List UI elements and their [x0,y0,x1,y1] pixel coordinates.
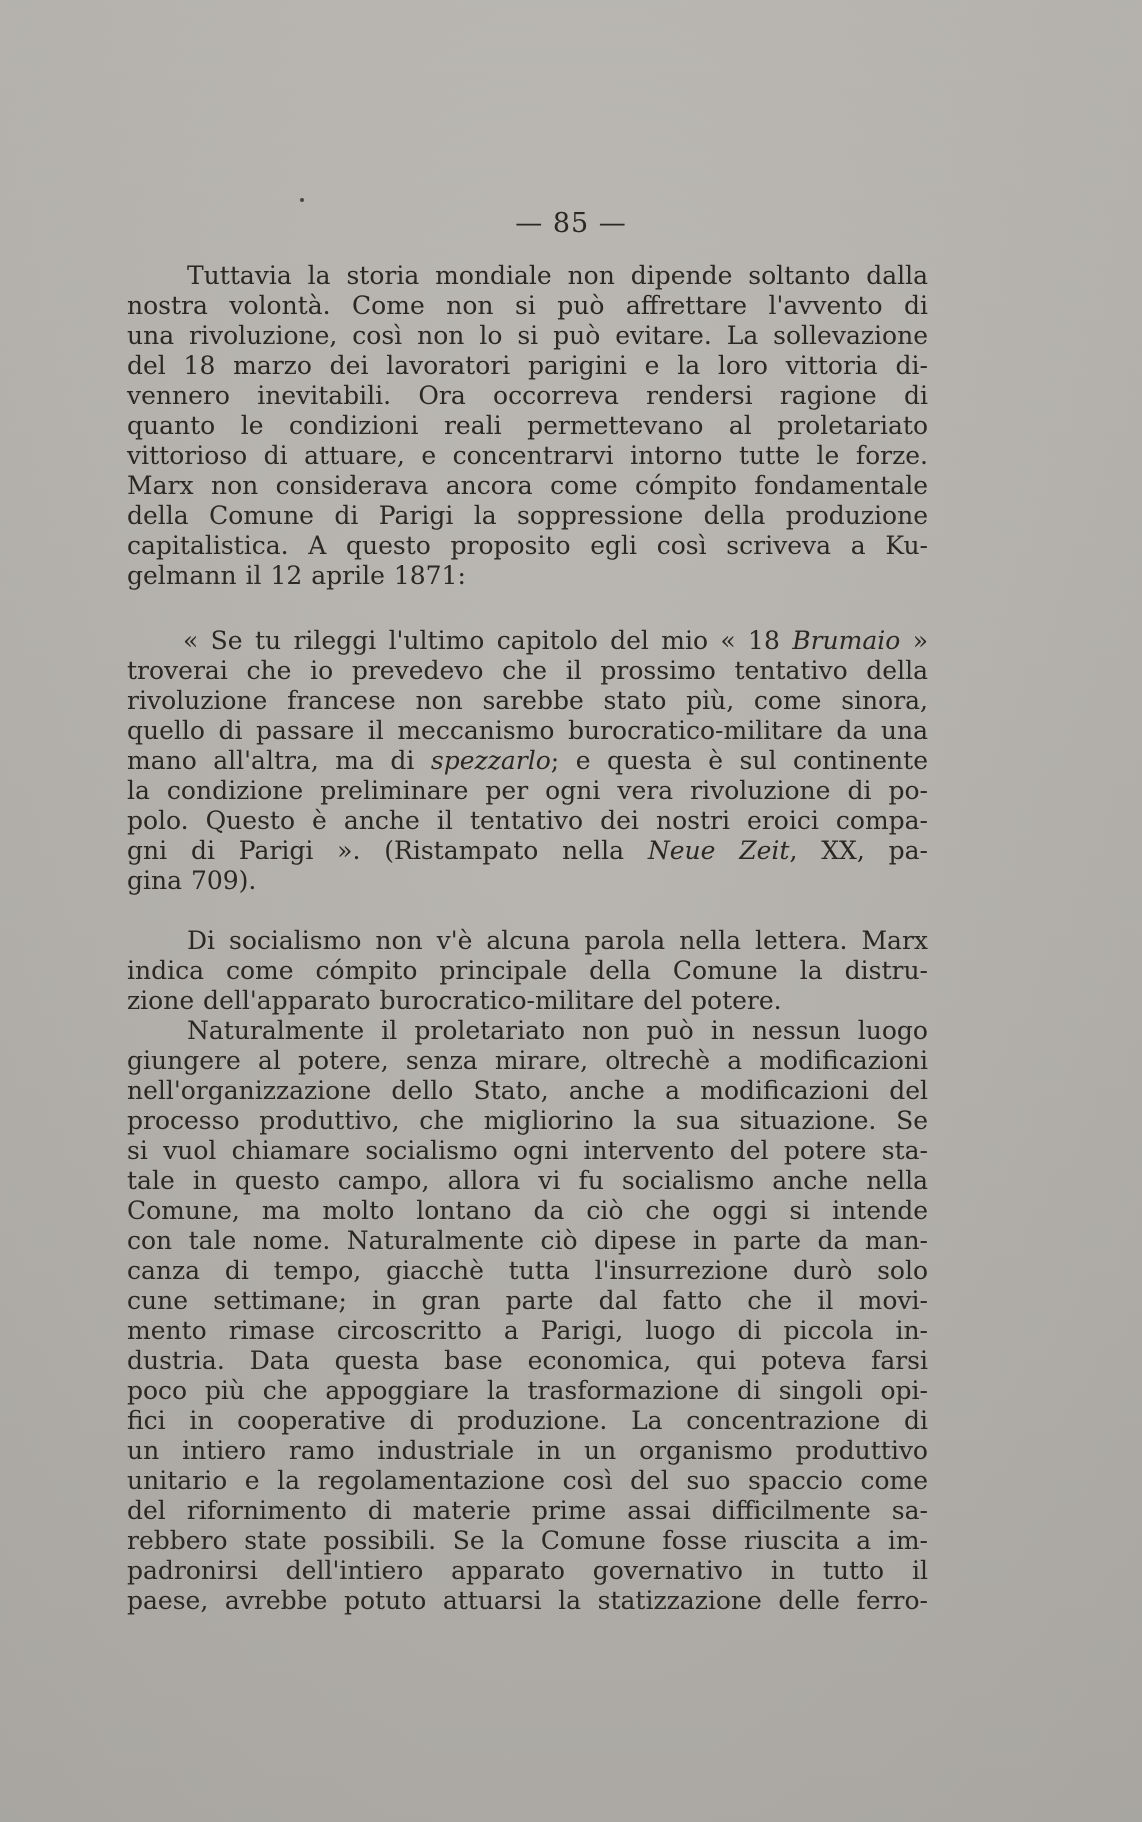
paragraph-4 [127,1016,928,1616]
text-line: della Comune di Parigi la soppressione della produzione [127,501,928,530]
text-segment: » [900,626,928,655]
text-line: canza di tempo, giacchè tutta l'insurrezione durò solo [127,1256,928,1285]
paragraph-1 [127,261,928,591]
text-line: fici in cooperative di produzione. La concentrazione di [127,1406,928,1435]
text-line: zione dell'apparato burocratico-militare del potere. [127,986,782,1015]
text-line: nell'organizzazione dello Stato, anche a modificazioni del [127,1076,928,1105]
paragraph-3 [127,926,928,1016]
text-line: Di socialismo non v'è alcuna parola nella lettera. Marx [187,926,928,955]
italic-title: Brumaio [792,626,901,655]
text-line: tale in questo campo, allora vi fu socialismo anche nella [127,1166,928,1195]
text-line: Marx non considerava ancora come cómpito fondamentale [127,471,928,500]
text-line: unitario e la regolamentazione così del suo spaccio come [127,1466,928,1495]
italic-word: spezzarlo [430,746,551,775]
text-line: poco più che appoggiare la trasformazione di singoli opi- [127,1376,928,1405]
text-line: gina 709). [127,866,257,895]
text-segment: ; e questa è sul continente [550,746,928,775]
text-line: un intiero ramo industriale in un organismo produttivo [127,1436,928,1465]
text-line [127,746,928,776]
text-line: processo produttivo, che migliorino la sua situazione. Se [127,1106,928,1135]
text-line: troverai che io prevedevo che il prossimo tentativo della [127,656,928,685]
text-line: gelmann il 12 aprile 1871: [127,561,466,590]
text-line: Tuttavia la storia mondiale non dipende soltanto dalla [187,261,928,290]
text-line: quanto le condizioni reali permettevano al proletariato [127,411,928,440]
text-line: padronirsi dell'intiero apparato governativo in tutto il [127,1556,928,1585]
text-line [127,836,928,866]
text-line: del 18 marzo dei lavoratori parigini e la loro vittoria di- [127,351,928,380]
text-line: nostra volontà. Come non si può affrettare l'avvento di [127,291,928,320]
italic-title: Neue Zeit [647,836,790,865]
text-line: del rifornimento di materie prime assai difficilmente sa- [127,1496,928,1525]
text-line: rebbero state possibili. Se la Comune fosse riuscita a im- [127,1526,928,1555]
text-segment: « Se tu rileggi l'ultimo capitolo del mio « 18 [183,626,793,655]
text-line: quello di passare il meccanismo burocratico-militare da una [127,716,928,745]
page-number: — 85 — [515,208,627,239]
text-line: vittorioso di attuare, e concentrarvi intorno tutte le forze. [127,441,928,470]
text-line: si vuol chiamare socialismo ogni intervento del potere sta- [127,1136,928,1165]
text-segment: , XX, pa- [789,836,928,865]
text-line: una rivoluzione, così non lo si può evitare. La sollevazione [127,321,928,350]
text-segment: gni di Parigi ». (Ristampato nella [127,836,648,865]
text-line: dustria. Data questa base economica, qui poteva farsi [127,1346,928,1375]
text-line: rivoluzione francese non sarebbe stato più, come sinora, [127,686,928,715]
quotation-paragraph [127,626,928,896]
text-line [127,626,928,656]
ink-speck [300,198,304,202]
text-line: Comune, ma molto lontano da ciò che oggi si intende [127,1196,928,1225]
text-line: cune settimane; in gran parte dal fatto che il movi- [127,1286,928,1315]
text-line: paese, avrebbe potuto attuarsi la statizzazione delle ferro- [127,1586,928,1615]
text-line: con tale nome. Naturalmente ciò dipese in parte da man- [127,1226,928,1255]
text-line: giungere al potere, senza mirare, oltrechè a modificazioni [127,1046,928,1075]
text-line: indica come cómpito principale della Comune la distru- [127,956,928,985]
text-line: la condizione preliminare per ogni vera rivoluzione di po- [127,776,928,805]
text-line: capitalistica. A questo proposito egli così scriveva a Ku- [127,531,928,560]
text-line: Naturalmente il proletariato non può in nessun luogo [187,1016,928,1045]
text-line: mento rimase circoscritto a Parigi, luogo di piccola in- [127,1316,928,1345]
text-line: vennero inevitabili. Ora occorreva rendersi ragione di [127,381,928,410]
text-segment: mano all'altra, ma di [127,746,431,775]
text-line: polo. Questo è anche il tentativo dei nostri eroici compa- [127,806,928,835]
